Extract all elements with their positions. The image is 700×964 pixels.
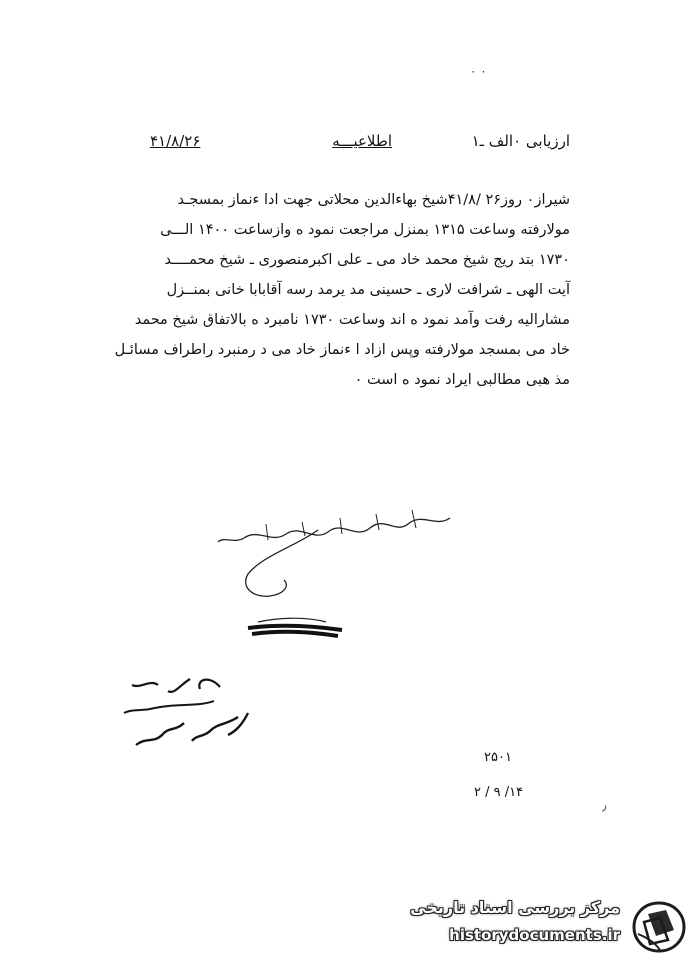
header-category: ارزیابی ۰الف ـ۱ (471, 132, 570, 150)
registration-date: ۱۴/ ۹ / ۲ (474, 785, 524, 800)
body-line: خاد می بمسجد مولارفته وپس ازاد ا ءنماز خاد می د رمنبرد راطراف مسائـل (114, 342, 570, 358)
body-line: آیت الهی ـ شرافت لاری ـ حسینی مد یرمد رسه آقابابا خانی بمنــزل (166, 282, 570, 298)
document-header (150, 132, 570, 158)
archive-emblem-icon (630, 900, 688, 954)
body-line: مشارالیه رفت وآمد نمود ه اند وساعت ۱۷۳۰ نامبرد ه بالاتفاق شیخ محمد (134, 312, 570, 328)
header-date: ۴۱/۸/۲۶ (150, 132, 201, 150)
top-mark: ۰ ۰ (470, 64, 487, 78)
handwritten-signature (200, 500, 460, 650)
handwritten-office-note (110, 665, 270, 775)
body-line: ۱۷۳۰ بتد ریج شیخ محمد خاد می ـ علی اکبرمنصوری ـ شیخ محمــــد (164, 252, 570, 268)
archive-watermark (410, 896, 692, 958)
header-title: اطلاعیـــه (332, 132, 392, 150)
body-line: شیراز۰ روز۲۶ /۴۱/۸شیخ بهاءالدین محلاتی جهت ادا ءنماز بمسجـد (177, 192, 570, 208)
watermark-url: historydocuments.ir (449, 926, 620, 944)
report-body (114, 185, 570, 395)
body-line: مولارفته وساعت ۱۳۱۵ بمنزل مراجعت نمود ه وازساعت ۱۴۰۰ الـــی (160, 222, 570, 238)
watermark-title: مرکز بررسی اسناد تاریخی (410, 898, 620, 917)
registration-number: ۲۵۰۱ (484, 750, 512, 765)
stray-mark: ٫ (602, 798, 607, 814)
body-line: مذ هبی مطالبی ایراد نمود ه است ۰ (354, 372, 570, 388)
